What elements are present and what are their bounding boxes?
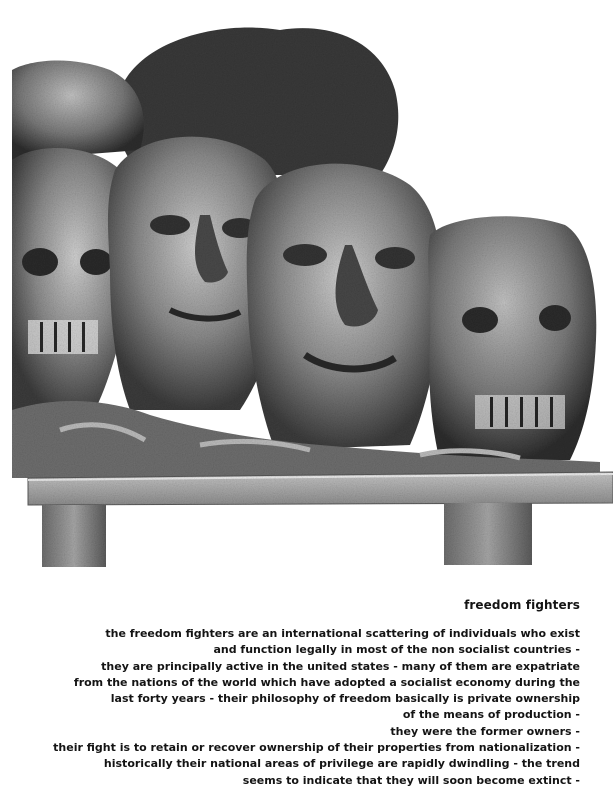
caption-line: seems to indicate that they will soon become extinct - <box>242 773 580 787</box>
caption-line: and function legally in most of the non socialist countries - <box>213 643 580 657</box>
sculpture-teeth-left <box>28 320 98 354</box>
caption-line: they are principally active in the united states - many of them are expatriate <box>101 659 580 673</box>
sculpture-eye-center-left-a <box>150 215 190 235</box>
sculpture-eye-socket-left-a <box>22 248 58 276</box>
caption-line: the freedom fighters are an international scattering of individuals who exist <box>105 627 580 640</box>
caption-line: their fight is to retain or recover ownership of their properties from nationalization - <box>53 741 580 755</box>
caption-line: of the means of production - <box>402 708 580 722</box>
sculpture-eye-center-b <box>375 247 415 269</box>
sculpture-eye-center-a <box>283 244 327 266</box>
sculpture-eye-socket-left-b <box>80 249 112 275</box>
sculpture-eye-right-a <box>462 307 498 333</box>
caption-block <box>0 596 580 789</box>
caption-line: they were the former owners - <box>390 724 580 738</box>
sculpture-leg-right <box>444 503 532 565</box>
caption-title: freedom fighters <box>464 598 580 612</box>
caption-line: last forty years - their philosophy of freedom basically is private ownership <box>110 692 580 706</box>
sculpture-leg-left <box>42 505 106 567</box>
caption-line: historically their national areas of privilege are rapidly dwindling - the trend <box>103 757 580 771</box>
sculpture-head-left-upper <box>12 61 144 160</box>
caption-line: from the nations of the world which have adopted a socialist economy during the <box>73 675 580 689</box>
sculpture-eye-right-b <box>539 305 571 331</box>
